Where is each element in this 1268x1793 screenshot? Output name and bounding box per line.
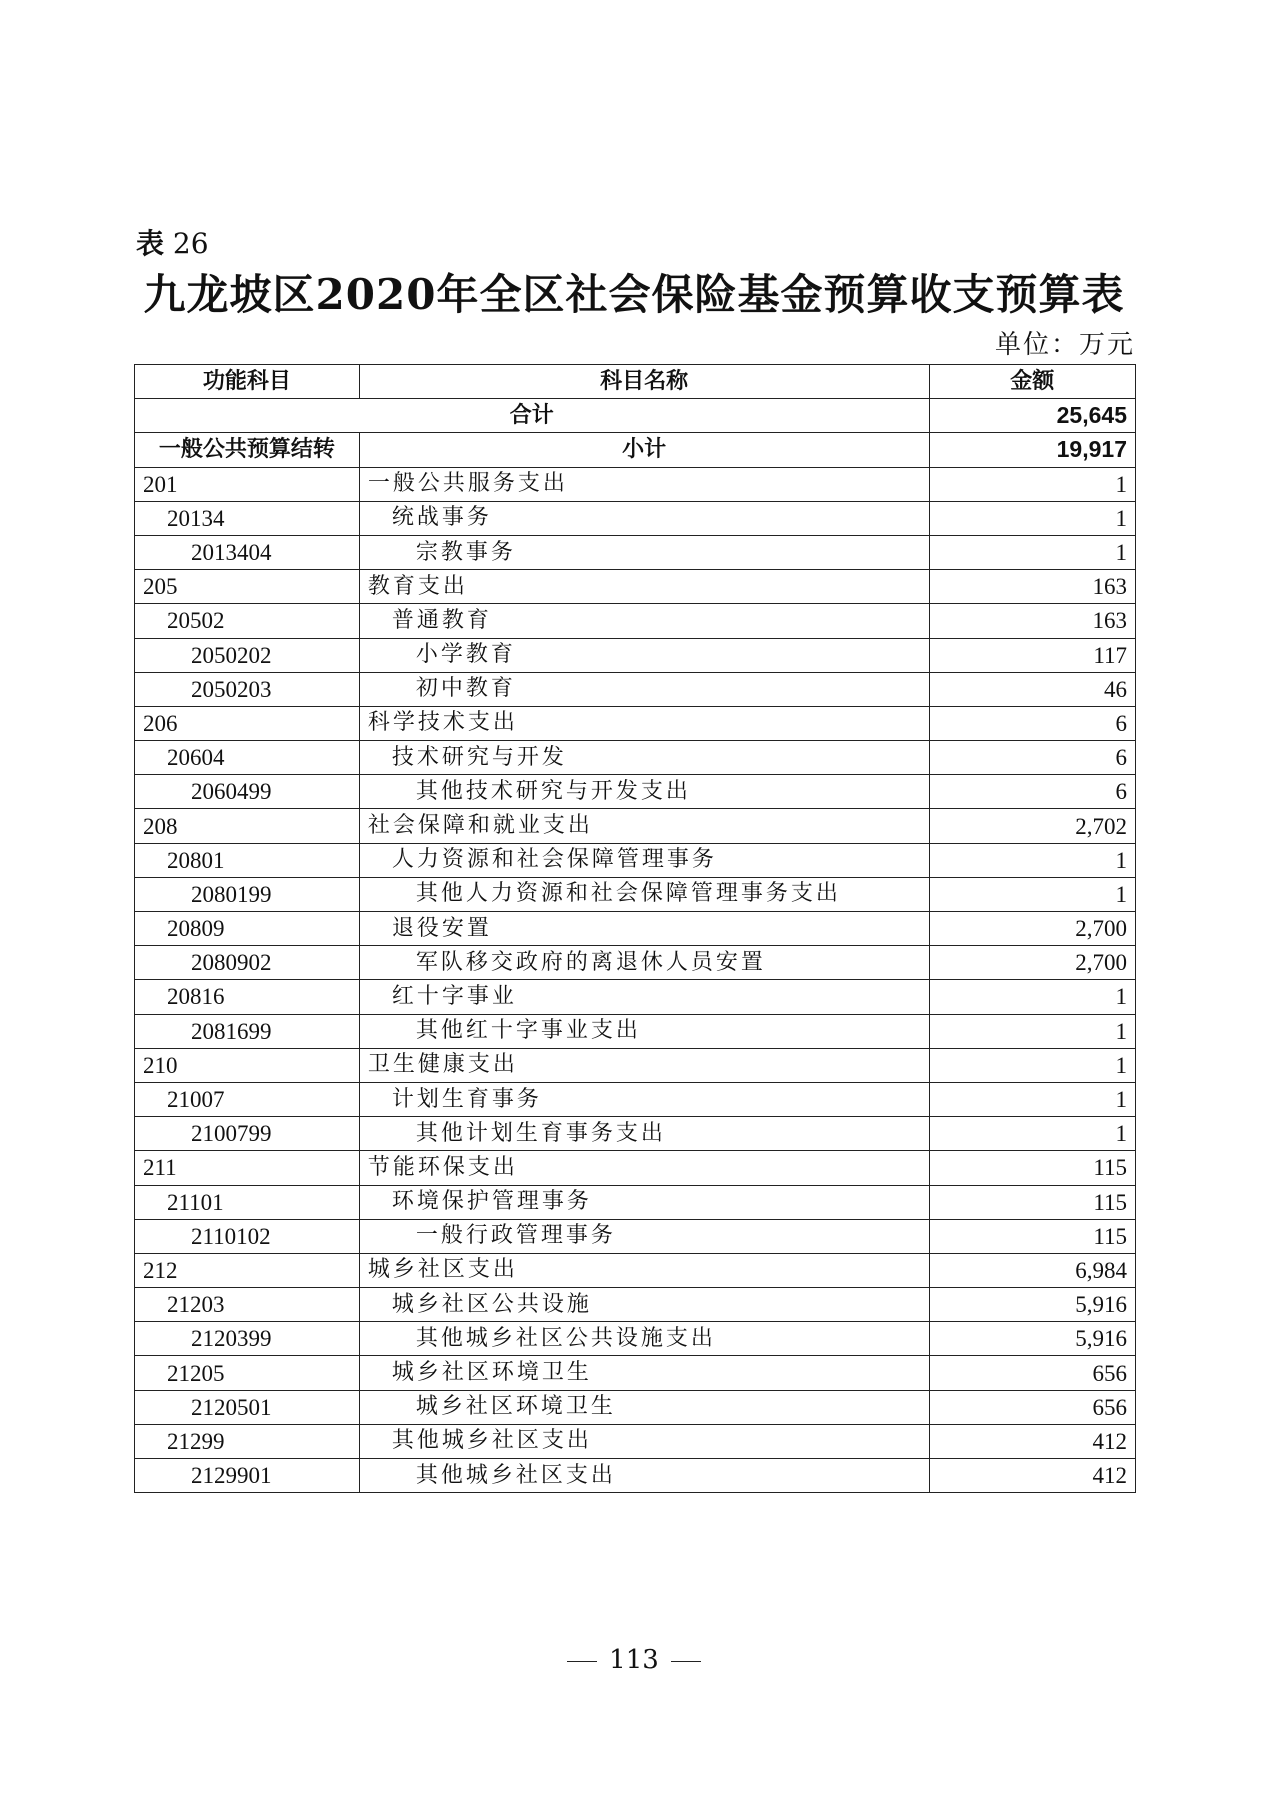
row-amount: 2,702 [929,809,1136,843]
table-row [135,741,1136,775]
row-code: 20604 [135,741,360,775]
table-tag [136,222,209,262]
row-name: 初中教育 [359,672,929,706]
row-amount: 1 [929,1082,1136,1116]
table-row [135,809,1136,843]
table-row [135,1219,1136,1253]
table-row [135,535,1136,569]
row-amount: 46 [929,672,1136,706]
table-row [135,1185,1136,1219]
table-row [135,706,1136,740]
row-amount: 5,916 [929,1322,1136,1356]
row-name: 其他城乡社区公共设施支出 [359,1322,929,1356]
row-name: 一般公共服务支出 [359,467,929,501]
row-amount: 115 [929,1185,1136,1219]
table-row [135,1356,1136,1390]
row-name: 其他人力资源和社会保障管理事务支出 [359,877,929,911]
row-code: 2081699 [135,1014,360,1048]
row-code: 211 [135,1151,360,1185]
page-number-value: 113 [609,1645,659,1675]
row-amount: 1 [929,980,1136,1014]
row-amount: 2,700 [929,946,1136,980]
row-amount: 115 [929,1219,1136,1253]
row-amount: 6,984 [929,1253,1136,1287]
table-row [135,1082,1136,1116]
row-code: 208 [135,809,360,843]
row-name: 社会保障和就业支出 [359,809,929,843]
row-amount: 6 [929,706,1136,740]
row-name: 节能环保支出 [359,1151,929,1185]
row-code: 2120399 [135,1322,360,1356]
header-code: 功能科目 [135,365,360,399]
row-code: 206 [135,706,360,740]
row-amount: 1 [929,1048,1136,1082]
row-amount: 412 [929,1459,1136,1493]
row-name: 统战事务 [359,501,929,535]
table-row [135,877,1136,911]
table-row [135,1459,1136,1493]
page-dash-left [567,1661,597,1662]
header-name: 科目名称 [359,365,929,399]
row-code: 21007 [135,1082,360,1116]
row-amount: 2,700 [929,912,1136,946]
table-row [135,1253,1136,1287]
row-amount: 5,916 [929,1288,1136,1322]
row-code: 20809 [135,912,360,946]
row-amount: 117 [929,638,1136,672]
total-row [135,399,1136,433]
table-row [135,775,1136,809]
row-code: 21205 [135,1356,360,1390]
row-name: 其他计划生育事务支出 [359,1117,929,1151]
row-code: 20502 [135,604,360,638]
table-row [135,672,1136,706]
row-code: 20816 [135,980,360,1014]
row-code: 20801 [135,843,360,877]
row-name: 一般行政管理事务 [359,1219,929,1253]
row-code: 20134 [135,501,360,535]
row-amount: 6 [929,775,1136,809]
header-amount: 金额 [929,365,1136,399]
row-name: 技术研究与开发 [359,741,929,775]
row-name: 红十字事业 [359,980,929,1014]
row-amount: 1 [929,1014,1136,1048]
table-row [135,604,1136,638]
table-row [135,946,1136,980]
table-tag-number: 26 [172,227,209,260]
table-row [135,501,1136,535]
row-code: 21203 [135,1288,360,1322]
row-amount: 412 [929,1424,1136,1458]
row-name: 计划生育事务 [359,1082,929,1116]
budget-table [134,364,1136,1493]
table-row [135,1390,1136,1424]
row-code: 2060499 [135,775,360,809]
row-amount: 1 [929,501,1136,535]
row-amount: 1 [929,535,1136,569]
row-name: 环境保护管理事务 [359,1185,929,1219]
row-code: 21299 [135,1424,360,1458]
table-row [135,570,1136,604]
total-label: 合计 [135,399,930,433]
row-code: 2013404 [135,535,360,569]
row-code: 205 [135,570,360,604]
row-code: 2050202 [135,638,360,672]
row-name: 军队移交政府的离退休人员安置 [359,946,929,980]
unit-label: 单位：万元 [994,330,1135,360]
table-row [135,1014,1136,1048]
row-name: 科学技术支出 [359,706,929,740]
row-code: 2129901 [135,1459,360,1493]
row-name: 城乡社区公共设施 [359,1288,929,1322]
row-code: 2110102 [135,1219,360,1253]
subtotal-row [135,433,1136,467]
table-row [135,1117,1136,1151]
subtotal-label: 小计 [359,433,929,467]
row-amount: 1 [929,877,1136,911]
document-title: 九龙坡区2020年全区社会保险基金预算收支预算表 [143,270,1125,319]
page-number [0,1645,1268,1675]
row-name: 其他城乡社区支出 [359,1424,929,1458]
header-row [135,365,1136,399]
table-tag-prefix: 表 [136,227,165,260]
row-name: 城乡社区环境卫生 [359,1356,929,1390]
table-row [135,912,1136,946]
table-row [135,1322,1136,1356]
row-name: 小学教育 [359,638,929,672]
total-amount: 25,645 [929,399,1136,433]
row-code: 210 [135,1048,360,1082]
row-amount: 1 [929,1117,1136,1151]
row-code: 201 [135,467,360,501]
row-amount: 115 [929,1151,1136,1185]
subtotal-amount: 19,917 [929,433,1136,467]
row-code: 2050203 [135,672,360,706]
table-row [135,1151,1136,1185]
table-row [135,1424,1136,1458]
row-name: 教育支出 [359,570,929,604]
row-amount: 1 [929,843,1136,877]
row-name: 城乡社区环境卫生 [359,1390,929,1424]
row-code: 2080902 [135,946,360,980]
row-name: 其他技术研究与开发支出 [359,775,929,809]
row-code: 2100799 [135,1117,360,1151]
row-name: 城乡社区支出 [359,1253,929,1287]
table-row [135,980,1136,1014]
row-name: 退役安置 [359,912,929,946]
row-name: 宗教事务 [359,535,929,569]
table-row [135,843,1136,877]
row-amount: 163 [929,604,1136,638]
row-amount: 656 [929,1390,1136,1424]
table-row [135,638,1136,672]
subtotal-code: 一般公共预算结转 [135,433,360,467]
row-code: 21101 [135,1185,360,1219]
row-amount: 1 [929,467,1136,501]
row-name: 卫生健康支出 [359,1048,929,1082]
row-name: 其他城乡社区支出 [359,1459,929,1493]
row-amount: 656 [929,1356,1136,1390]
row-code: 2120501 [135,1390,360,1424]
row-code: 2080199 [135,877,360,911]
row-amount: 6 [929,741,1136,775]
page-dash-right [671,1661,701,1662]
row-name: 其他红十字事业支出 [359,1014,929,1048]
table-row [135,1288,1136,1322]
row-name: 普通教育 [359,604,929,638]
row-code: 212 [135,1253,360,1287]
row-name: 人力资源和社会保障管理事务 [359,843,929,877]
table-row [135,467,1136,501]
table-row [135,1048,1136,1082]
row-amount: 163 [929,570,1136,604]
